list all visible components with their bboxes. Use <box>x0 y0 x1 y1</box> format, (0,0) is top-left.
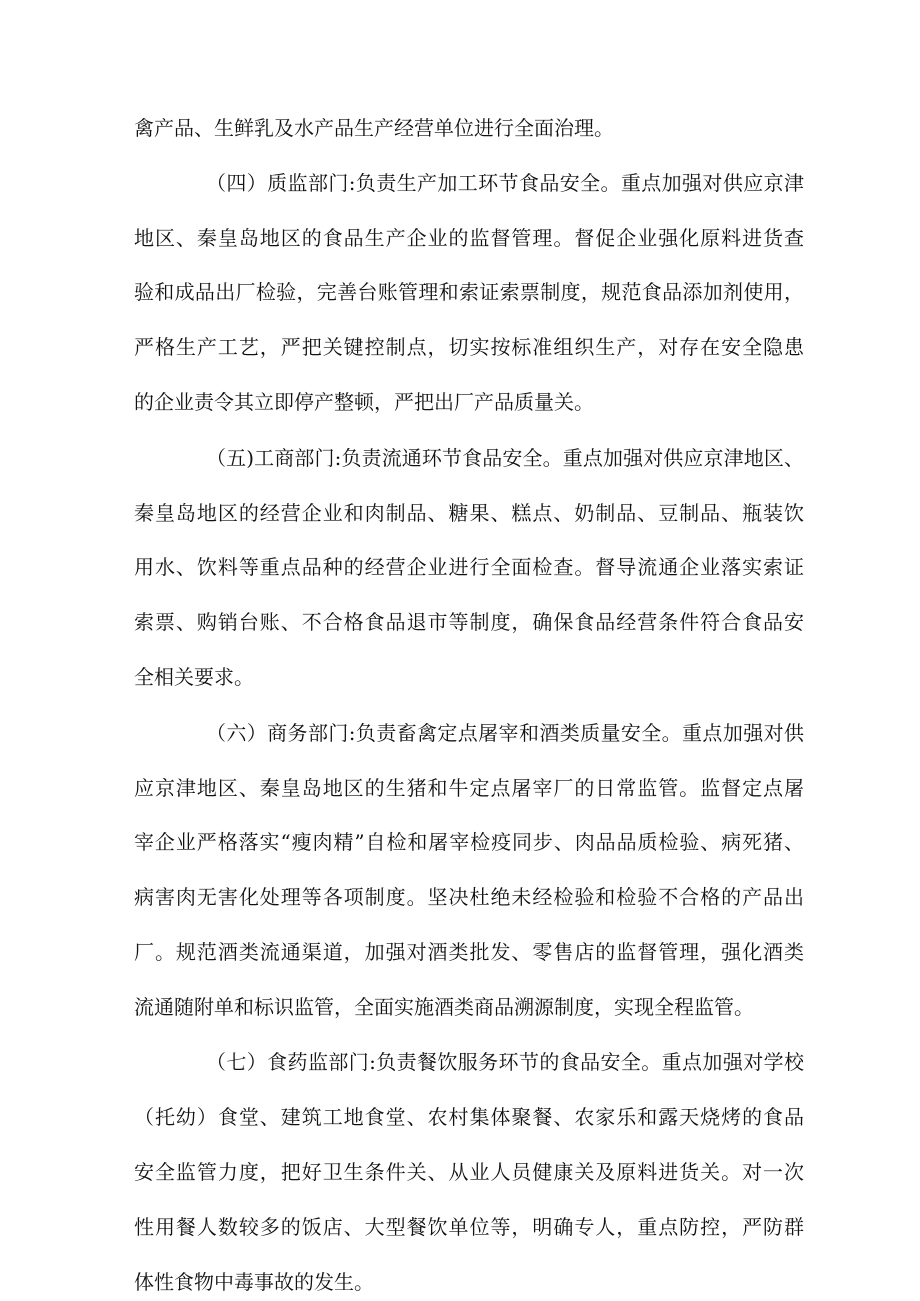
paragraph-line: 禽产品、生鲜乳及水产品生产经营单位进行全面治理。 <box>134 116 614 140</box>
paragraph-line: 地区、秦皇岛地区的食品生产企业的监督管理。督促企业强化原料进货查 <box>134 226 804 250</box>
paragraph-line: 安全监管力度，把好卫生条件关、从业人员健康关及原料进货关。对一次 <box>134 1160 804 1184</box>
paragraph-line: （六）商务部门:负责畜禽定点屠宰和酒类质量安全。重点加强对供 <box>206 721 804 745</box>
paragraph-line: 厂。规范酒类流通渠道，加强对酒类批发、零售店的监督管理，强化酒类 <box>134 940 804 964</box>
paragraph-line: （四）质监部门:负责生产加工环节食品安全。重点加强对供应京津 <box>206 171 804 195</box>
paragraph-line: 秦皇岛地区的经营企业和肉制品、糖果、糕点、奶制品、豆制品、瓶装饮 <box>134 501 804 525</box>
paragraph-line: 的企业责令其立即停产整顿，严把出厂产品质量关。 <box>134 390 594 414</box>
paragraph-line: 索票、购销台账、不合格食品退市等制度，确保食品经营条件符合食品安 <box>134 610 804 634</box>
paragraph-line: 病害肉无害化处理等各项制度。坚决杜绝未经检验和检验不合格的产品出 <box>134 885 804 909</box>
paragraph-line: 性用餐人数较多的饭店、大型餐饮单位等，明确专人，重点防控，严防群 <box>134 1215 804 1239</box>
paragraph-line: 全相关要求。 <box>134 665 254 689</box>
paragraph-line: 应京津地区、秦皇岛地区的生猪和牛定点屠宰厂的日常监管。监督定点屠 <box>134 776 804 800</box>
paragraph-line: （托幼）食堂、建筑工地食堂、农村集体聚餐、农家乐和露天烧烤的食品 <box>134 1105 804 1129</box>
paragraph-line: 宰企业严格落实“瘦肉精”自检和屠宰检疫同步、肉品品质检验、病死猪、 <box>134 830 804 854</box>
paragraph-line: 流通随附单和标识监管，全面实施酒类商品溯源制度，实现全程监管。 <box>134 995 754 1019</box>
paragraph-line: 体性食物中毒事故的发生。 <box>134 1270 374 1294</box>
paragraph-line: （七）食药监部门:负责餐饮服务环节的食品安全。重点加强对学校 <box>206 1050 804 1074</box>
paragraph-line: （五)工商部门:负责流通环节食品安全。重点加强对供应京津地区、 <box>206 446 804 470</box>
paragraph-line: 严格生产工艺，严把关键控制点，切实按标准组织生产，对存在安全隐患 <box>134 335 804 359</box>
paragraph-line: 用水、饮料等重点品种的经营企业进行全面检查。督导流通企业落实索证 <box>134 555 804 579</box>
paragraph-line: 验和成品出厂检验，完善台账管理和索证索票制度，规范食品添加剂使用， <box>134 280 804 304</box>
